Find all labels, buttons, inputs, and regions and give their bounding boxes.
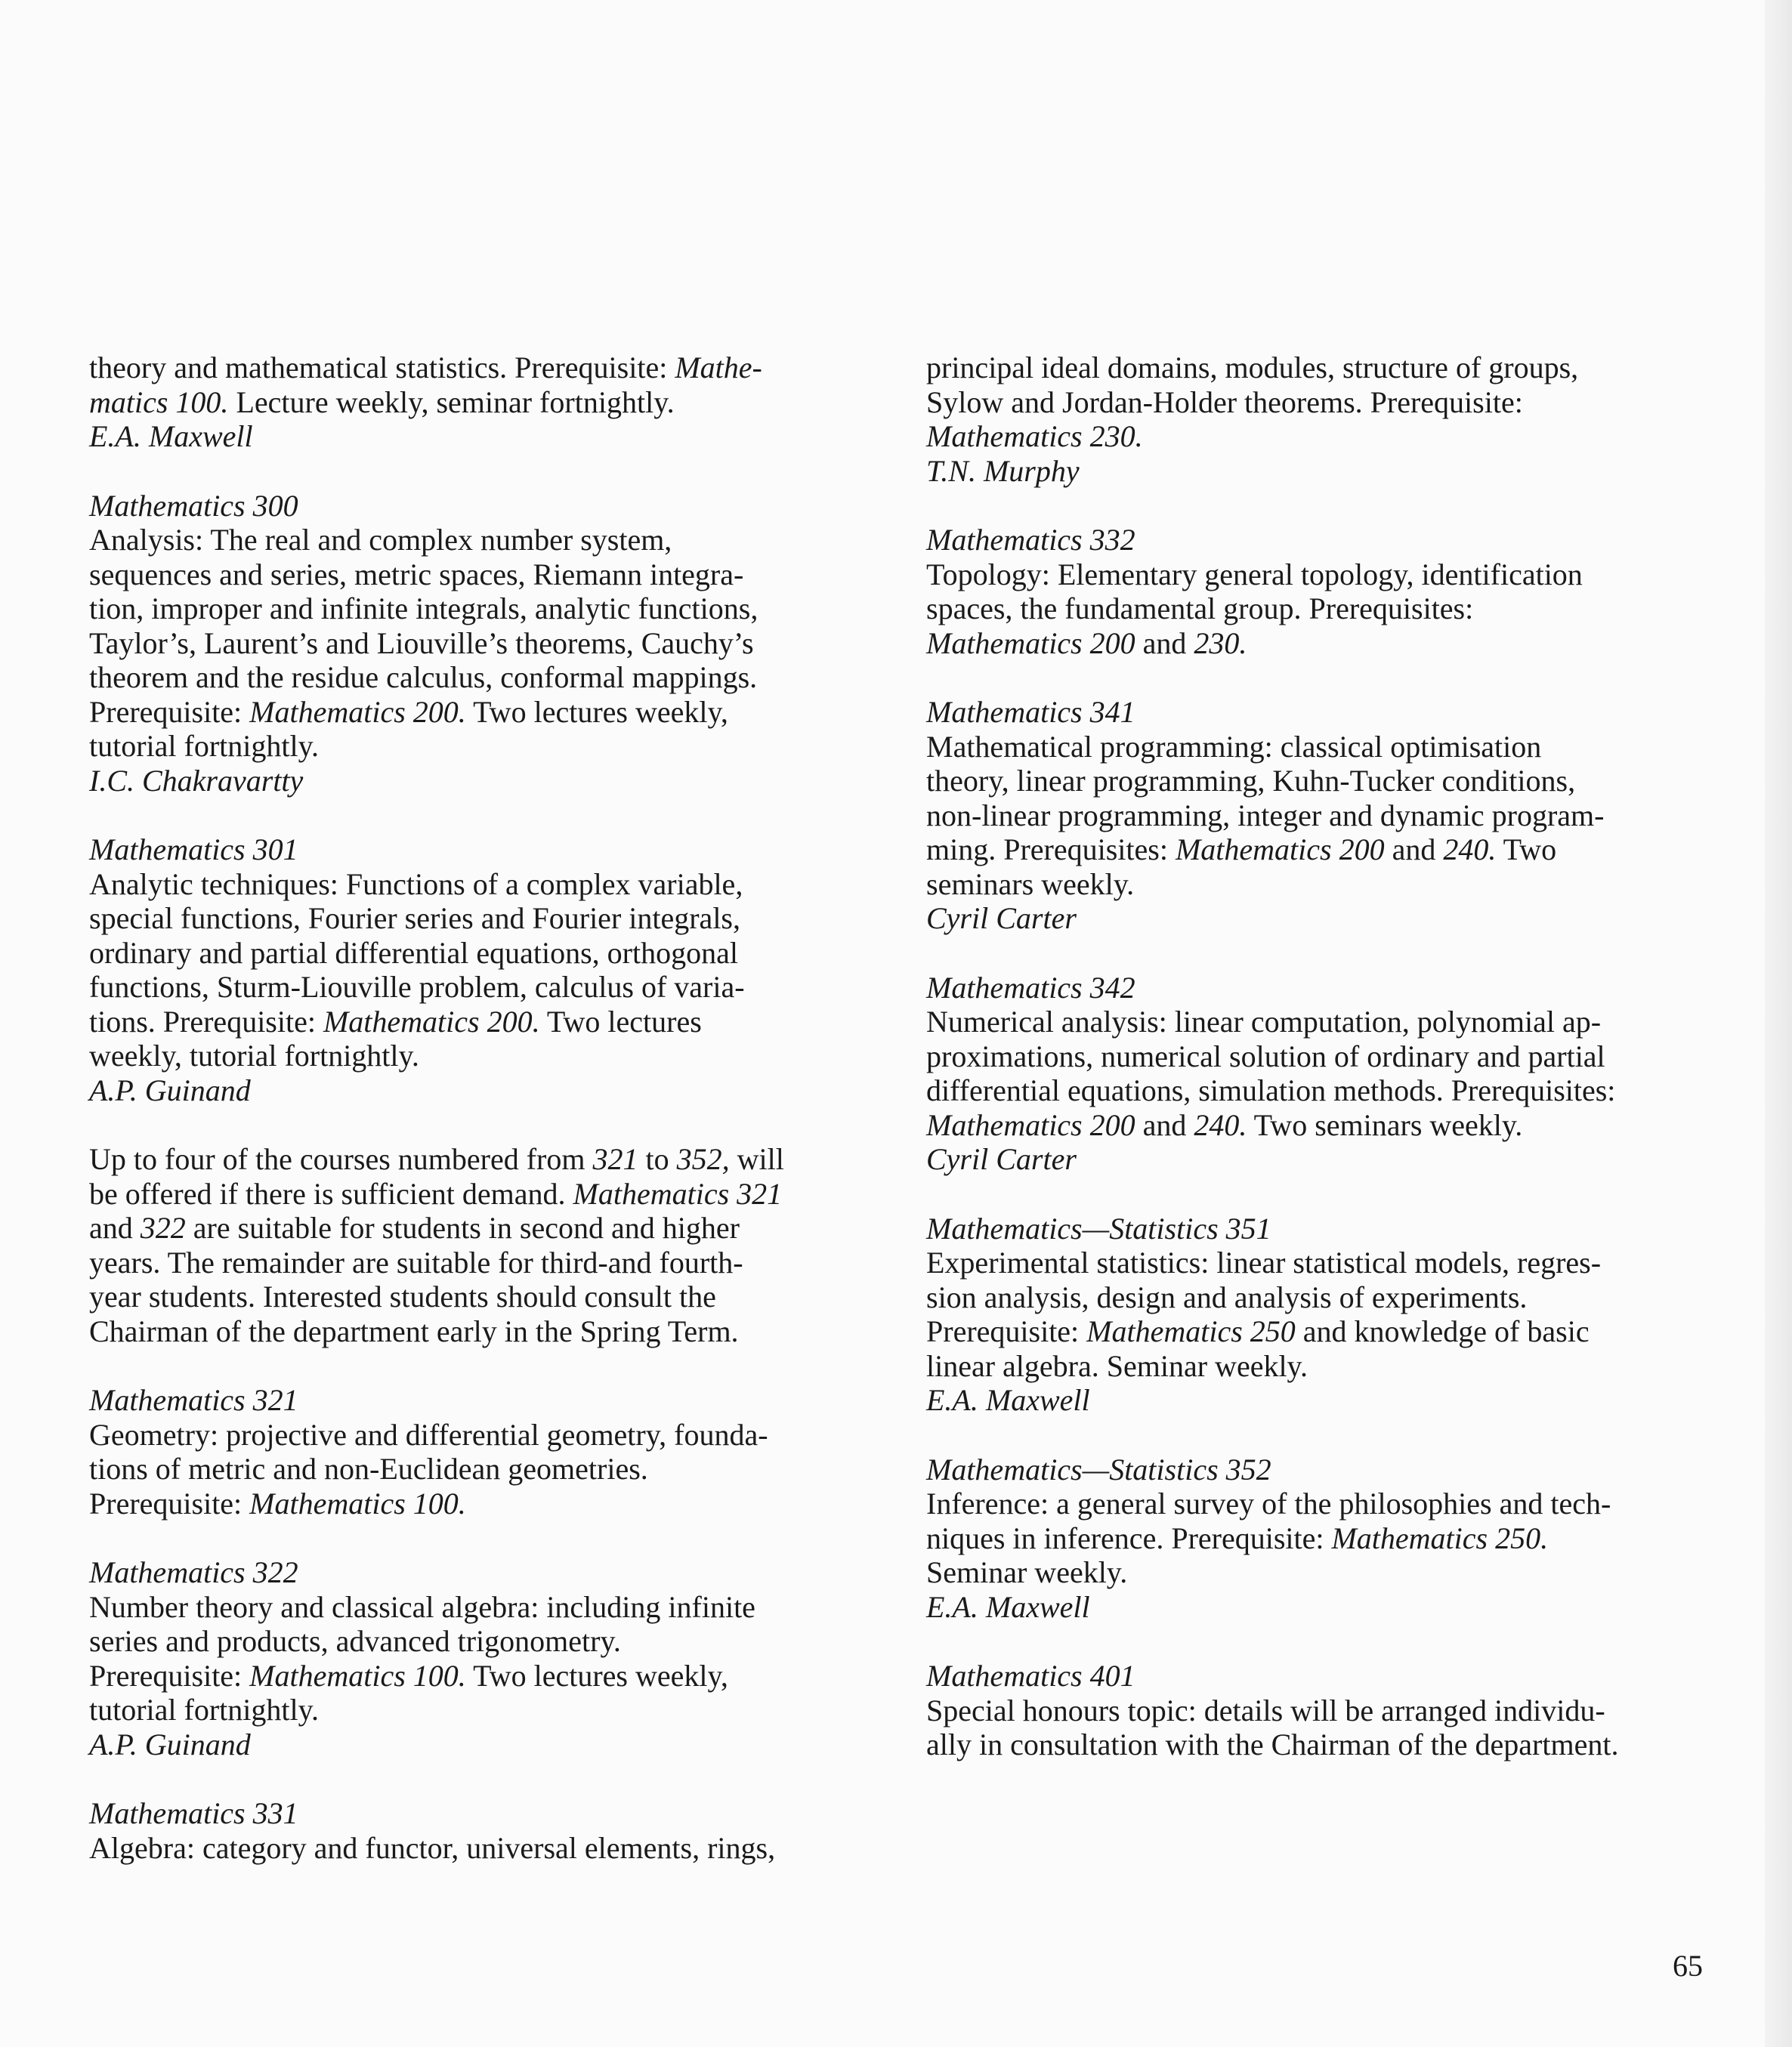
description-line xyxy=(926,591,1712,626)
description-text: Chairman of the department early in the Spring Term. xyxy=(89,1314,739,1348)
instructor-name: I.C. Chakravartty xyxy=(89,763,304,798)
course-block xyxy=(89,1142,875,1348)
description-text: functions, Sturm-Liouville problem, calculus of varia- xyxy=(89,970,745,1004)
description-text: Numerical analysis: linear computation, polynomial ap- xyxy=(926,1005,1602,1039)
page-edge-shadow xyxy=(1765,0,1792,2047)
description-line xyxy=(89,729,875,764)
description-line xyxy=(926,1349,1712,1384)
description-text: Analysis: The real and complex number system, xyxy=(89,523,672,557)
description-line xyxy=(89,1280,875,1314)
description-text: Analytic techniques: Functions of a complex variable, xyxy=(89,866,743,901)
description-line xyxy=(89,1039,875,1073)
instructor-name: E.A. Maxwell xyxy=(926,1383,1090,1417)
instructor-name: E.A. Maxwell xyxy=(89,419,253,453)
description-line xyxy=(89,867,875,902)
description-text: Special honours topic: details will be arranged individu- xyxy=(926,1693,1605,1727)
course-block xyxy=(89,350,875,454)
description-text: linear algebra. Seminar weekly. xyxy=(926,1348,1308,1383)
description-line xyxy=(89,557,875,592)
description-line xyxy=(89,1487,875,1521)
course-title: Mathematics 342 xyxy=(926,970,1135,1005)
description-line xyxy=(926,867,1712,902)
course-reference: Mathematics 321 xyxy=(573,1176,783,1211)
description-line xyxy=(926,1555,1712,1590)
instructor-name: A.P. Guinand xyxy=(89,1073,251,1107)
description-line xyxy=(926,419,1712,454)
description-text: Prerequisite: xyxy=(926,1314,1087,1348)
description-line xyxy=(89,1005,875,1039)
description-line xyxy=(89,1418,875,1453)
description-line xyxy=(89,1177,875,1212)
description-line xyxy=(926,798,1712,833)
course-title: Mathematics 331 xyxy=(89,1796,298,1830)
description-text: principal ideal domains, modules, structure of groups, xyxy=(926,350,1579,384)
description-text: and xyxy=(89,1211,141,1245)
description-text: Two lectures weekly, xyxy=(465,694,728,729)
description-line xyxy=(926,350,1712,385)
description-text: year students. Interested students should consult the xyxy=(89,1280,716,1314)
description-line xyxy=(89,1693,875,1727)
description-line xyxy=(926,764,1712,798)
description-text: years. The remainder are suitable for third-and fourth- xyxy=(89,1245,743,1280)
description-line xyxy=(89,591,875,626)
description-line xyxy=(89,350,875,385)
description-line xyxy=(89,523,875,557)
course-title: Mathematics 322 xyxy=(89,1555,298,1589)
course-reference: Mathematics 230. xyxy=(926,419,1143,453)
course-reference: 230. xyxy=(1194,625,1247,660)
course-title: Mathematics 301 xyxy=(89,832,298,866)
description-line xyxy=(926,557,1712,592)
description-line xyxy=(926,1039,1712,1074)
description-text: and knowledge of basic xyxy=(1295,1314,1590,1348)
course-title: Mathematics 401 xyxy=(926,1659,1135,1693)
course-title: Mathematics 321 xyxy=(89,1383,298,1417)
description-line xyxy=(926,1246,1712,1280)
description-line xyxy=(89,936,875,971)
description-line xyxy=(926,385,1712,420)
course-block xyxy=(89,1796,875,1865)
left-column xyxy=(89,350,875,1900)
course-reference: Mathematics 100. xyxy=(249,1486,466,1521)
course-reference: 322 xyxy=(140,1211,186,1245)
description-text: will xyxy=(729,1142,784,1176)
description-text: sion analysis, design and analysis of experiments. xyxy=(926,1280,1528,1314)
description-text: theory, linear programming, Kuhn-Tucker conditions, xyxy=(926,764,1576,798)
instructor-name: A.P. Guinand xyxy=(89,1727,251,1761)
description-line xyxy=(89,660,875,695)
description-line xyxy=(89,385,875,420)
course-reference: Mathematics 100. xyxy=(249,1658,466,1693)
description-text: niques in inference. Prerequisite: xyxy=(926,1521,1332,1555)
course-block xyxy=(926,1453,1712,1625)
course-block xyxy=(89,1555,875,1761)
course-reference: Mathe- xyxy=(675,350,762,384)
description-line xyxy=(926,1280,1712,1315)
description-text: tions of metric and non-Euclidean geometries. xyxy=(89,1452,648,1486)
description-text: Sylow and Jordan-Holder theorems. Prerequisite: xyxy=(926,384,1523,419)
description-text: theory and mathematical statistics. Prerequisite: xyxy=(89,350,675,384)
course-reference: 240. xyxy=(1443,832,1497,866)
description-line xyxy=(926,1521,1712,1556)
description-text: series and products, advanced trigonometry. xyxy=(89,1624,621,1658)
description-line xyxy=(89,1211,875,1246)
course-block xyxy=(926,695,1712,936)
description-line xyxy=(89,1624,875,1659)
description-text: proximations, numerical solution of ordinary and partial xyxy=(926,1039,1605,1073)
course-reference: Mathematics 250 xyxy=(1086,1314,1296,1348)
description-text: Two seminars weekly. xyxy=(1247,1107,1523,1142)
course-reference: Mathematics 250. xyxy=(1331,1521,1549,1555)
description-line xyxy=(926,1108,1712,1143)
right-column xyxy=(926,350,1712,1797)
course-reference: 352, xyxy=(676,1142,730,1176)
instructor-name: Cyril Carter xyxy=(926,901,1077,935)
course-reference: 321 xyxy=(592,1142,638,1176)
description-text: Inference: a general survey of the philosophies and tech- xyxy=(926,1487,1611,1521)
description-text: tion, improper and infinite integrals, analytic functions, xyxy=(89,591,759,625)
description-line xyxy=(89,626,875,661)
description-text: Seminar weekly. xyxy=(926,1555,1128,1589)
description-line xyxy=(89,1831,875,1866)
description-text: and xyxy=(1135,625,1194,660)
description-text: Experimental statistics: linear statistical models, regres- xyxy=(926,1246,1602,1280)
description-line xyxy=(89,1246,875,1280)
description-text: differential equations, simulation methods. Prerequisites: xyxy=(926,1073,1616,1107)
description-text: Lecture weekly, seminar fortnightly. xyxy=(228,384,675,419)
course-block xyxy=(89,832,875,1107)
description-text: non-linear programming, integer and dynamic program- xyxy=(926,798,1605,832)
description-text: Taylor’s, Laurent’s and Liouville’s theorems, Cauchy’s xyxy=(89,625,754,660)
description-text: seminars weekly. xyxy=(926,866,1135,901)
description-text: Prerequisite: xyxy=(89,1486,250,1521)
description-text: Up to four of the courses numbered from xyxy=(89,1142,593,1176)
description-text: tions. Prerequisite: xyxy=(89,1004,323,1039)
description-line xyxy=(89,1590,875,1625)
description-line xyxy=(926,1693,1712,1728)
description-line xyxy=(89,695,875,730)
description-text: Geometry: projective and differential geometry, founda- xyxy=(89,1417,768,1452)
instructor-name: Cyril Carter xyxy=(926,1142,1077,1176)
description-text: Number theory and classical algebra: including infinite xyxy=(89,1589,755,1624)
page-number: 65 xyxy=(1673,1949,1703,1983)
description-line xyxy=(926,832,1712,867)
description-text: Prerequisite: xyxy=(89,694,250,729)
description-line xyxy=(926,1727,1712,1762)
course-reference: 240. xyxy=(1194,1107,1247,1142)
description-text: ordinary and partial differential equations, orthogonal xyxy=(89,935,738,970)
course-reference: Mathematics 200. xyxy=(249,694,466,729)
description-line xyxy=(926,626,1712,661)
description-text: spaces, the fundamental group. Prerequisites: xyxy=(926,591,1474,625)
description-text: special functions, Fourier series and Fourier integrals, xyxy=(89,901,740,935)
description-line xyxy=(926,730,1712,764)
description-text: Two lectures xyxy=(539,1004,702,1039)
description-text: ming. Prerequisites: xyxy=(926,832,1176,866)
description-line xyxy=(89,1452,875,1487)
description-line xyxy=(926,1314,1712,1349)
course-reference: Mathematics 200. xyxy=(323,1004,540,1039)
description-text: and xyxy=(1384,832,1444,866)
description-text: theorem and the residue calculus, conformal mappings. xyxy=(89,660,758,694)
instructor-name: T.N. Murphy xyxy=(926,453,1080,488)
course-block xyxy=(926,350,1712,488)
course-block xyxy=(926,971,1712,1177)
description-line xyxy=(89,1314,875,1349)
course-title: Mathematics—Statistics 351 xyxy=(926,1211,1271,1246)
description-line xyxy=(926,1487,1712,1521)
description-text: are suitable for students in second and higher xyxy=(185,1211,740,1245)
description-line xyxy=(89,970,875,1005)
course-block xyxy=(926,1659,1712,1762)
instructor-name: E.A. Maxwell xyxy=(926,1589,1090,1624)
description-text: Algebra: category and functor, universal elements, rings, xyxy=(89,1830,776,1865)
description-text: Two xyxy=(1496,832,1557,866)
course-block xyxy=(926,523,1712,660)
description-line xyxy=(89,1659,875,1693)
course-title: Mathematics—Statistics 352 xyxy=(926,1452,1271,1487)
description-text: be offered if there is sufficient demand. xyxy=(89,1176,573,1211)
description-text: and xyxy=(1135,1107,1194,1142)
description-text: Mathematical programming: classical optimisation xyxy=(926,729,1542,764)
course-block xyxy=(926,1212,1712,1418)
course-title: Mathematics 300 xyxy=(89,488,298,523)
course-reference: Mathematics 200 xyxy=(1175,832,1385,866)
course-reference: Mathematics 200 xyxy=(926,625,1135,660)
description-text: Two lectures weekly, xyxy=(465,1658,728,1693)
description-text: Prerequisite: xyxy=(89,1658,250,1693)
description-line xyxy=(926,1073,1712,1108)
description-text: ally in consultation with the Chairman of the department. xyxy=(926,1727,1619,1761)
course-block xyxy=(89,489,875,798)
description-line xyxy=(89,901,875,936)
course-block xyxy=(89,1383,875,1521)
description-text: tutorial fortnightly. xyxy=(89,1693,320,1727)
description-text: to xyxy=(638,1142,677,1176)
description-text: tutorial fortnightly. xyxy=(89,729,320,763)
description-line xyxy=(926,1005,1712,1039)
course-title: Mathematics 332 xyxy=(926,523,1135,557)
description-text: Topology: Elementary general topology, identification xyxy=(926,557,1583,591)
course-reference: Mathematics 200 xyxy=(926,1107,1135,1142)
description-text: weekly, tutorial fortnightly. xyxy=(89,1039,419,1073)
course-reference: matics 100. xyxy=(89,384,229,419)
course-title: Mathematics 341 xyxy=(926,695,1135,729)
description-text: sequences and series, metric spaces, Riemann integra- xyxy=(89,557,744,591)
description-line xyxy=(89,1142,875,1177)
